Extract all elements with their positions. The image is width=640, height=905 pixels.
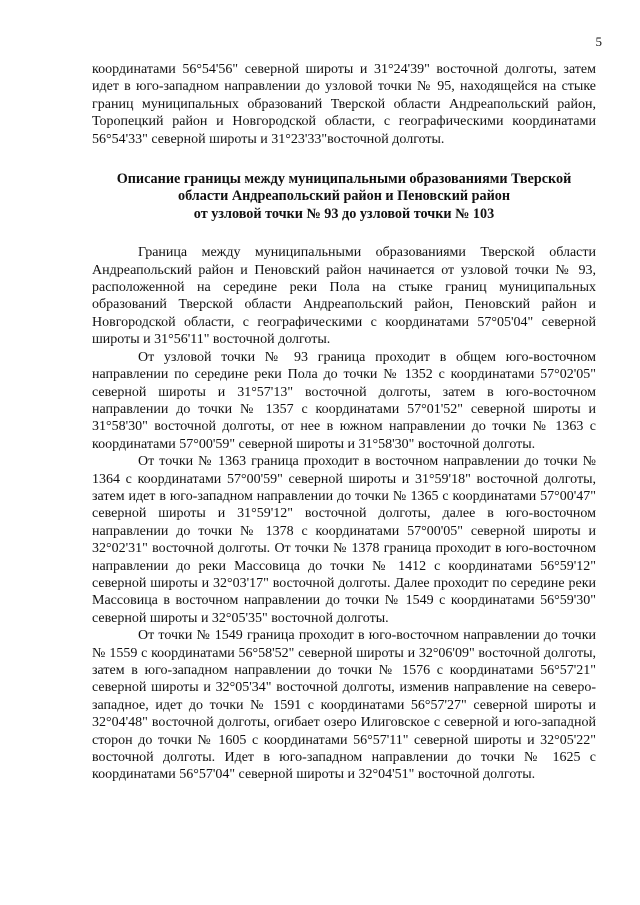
boundary-paragraph-4: От точки № 1549 граница проходит в юго-восточном направлении до точки № 1559 с координатами 56°58'52" северной широты и 32°06'09" восточной долготы, затем в юго-западном направлении до точки № 1576 с координатами 56°57'21" северной широты и 32°05'34" восточной долготы, изменив направление на северо-западное, идет до точки № 1591 с координатами 56°57'27" северной широты и 32°04'48" восточной долготы, огибает озеро Илиговское с северной и юго-западной сторон до точки № 1605 с координатами 56°57'11" северной широты и 32°05'22" восточной долготы. Идет в юго-западном направлении до точки № 1625 с координатами 56°57'04" северной широты и 32°04'51" восточной долготы. bbox=[92, 628, 596, 783]
document-body bbox=[92, 61, 596, 784]
boundary-paragraph-2: От узловой точки № 93 граница проходит в общем юго-восточном направлении по середине реки Пола до точки № 1352 с координатами 57°02'05" северной широты и 31°57'13" восточной долготы, затем в юго-восточном направлении до точки № 1357 с координатами 57°01'52" северной широты и 31°58'30" восточной долготы, от нее в южном направлении до точки № 1363 с координатами 57°00'59" северной широты и 31°58'30" восточной долготы. bbox=[92, 349, 596, 452]
boundary-paragraph-1: Граница между муниципальными образованиями Тверской области Андреапольский район и Пеновский район начинается от узловой точки № 93, расположенной на середине реки Пола на стыке границ муниципальных образований Тверской области Андреапольский район, Пеновский район и Новгородской области, с географическими с координатами 57°05'04" северной широты и 31°56'11" восточной долготы. bbox=[92, 245, 596, 348]
boundary-paragraph-3: От точки № 1363 граница проходит в восточном направлении до точки № 1364 с координатами 57°00'59" северной широты и 31°59'18" восточной долготы, затем идет в юго-западном направлении до точки № 1365 с координатами 57°00'47" северной широты и 31°59'12" восточной долготы, далее в юго-восточном направлении до точки № 1378 с координатами 57°00'05" северной широты и 32°02'31" восточной долготы. От точки № 1378 граница проходит в юго-восточном направлении до реки Массовица до точки № 1412 с координатами 56°59'12" северной широты и 32°03'17" восточной долготы. Далее проходит по середине реки Массовица в восточном направлении до точки № 1549 с координатами 56°59'30" северной широты и 32°05'35" восточной долготы. bbox=[92, 454, 596, 626]
section-heading bbox=[92, 171, 596, 223]
page-number: 5 bbox=[595, 34, 602, 49]
paragraph-continuation: координатами 56°54'56" северной широты и 31°24'39" восточной долготы, затем идет в юго-западном направлении до узловой точки № 95, находящейся на стыке границ муниципальных образований Тверской области Андреапольский район, Торопецкий район и Новгородской области, с географическими координатами 56°54'33" северной широты и 31°23'33"восточной долготы. bbox=[92, 62, 596, 147]
section-heading-line-1: Описание границы между муниципальными образованиями Тверской bbox=[116, 171, 572, 188]
section-heading-line-3: от узловой точки № 93 до узловой точки № 103 bbox=[193, 205, 495, 222]
section-heading-line-2: области Андреапольский район и Пеновский район bbox=[177, 188, 511, 205]
